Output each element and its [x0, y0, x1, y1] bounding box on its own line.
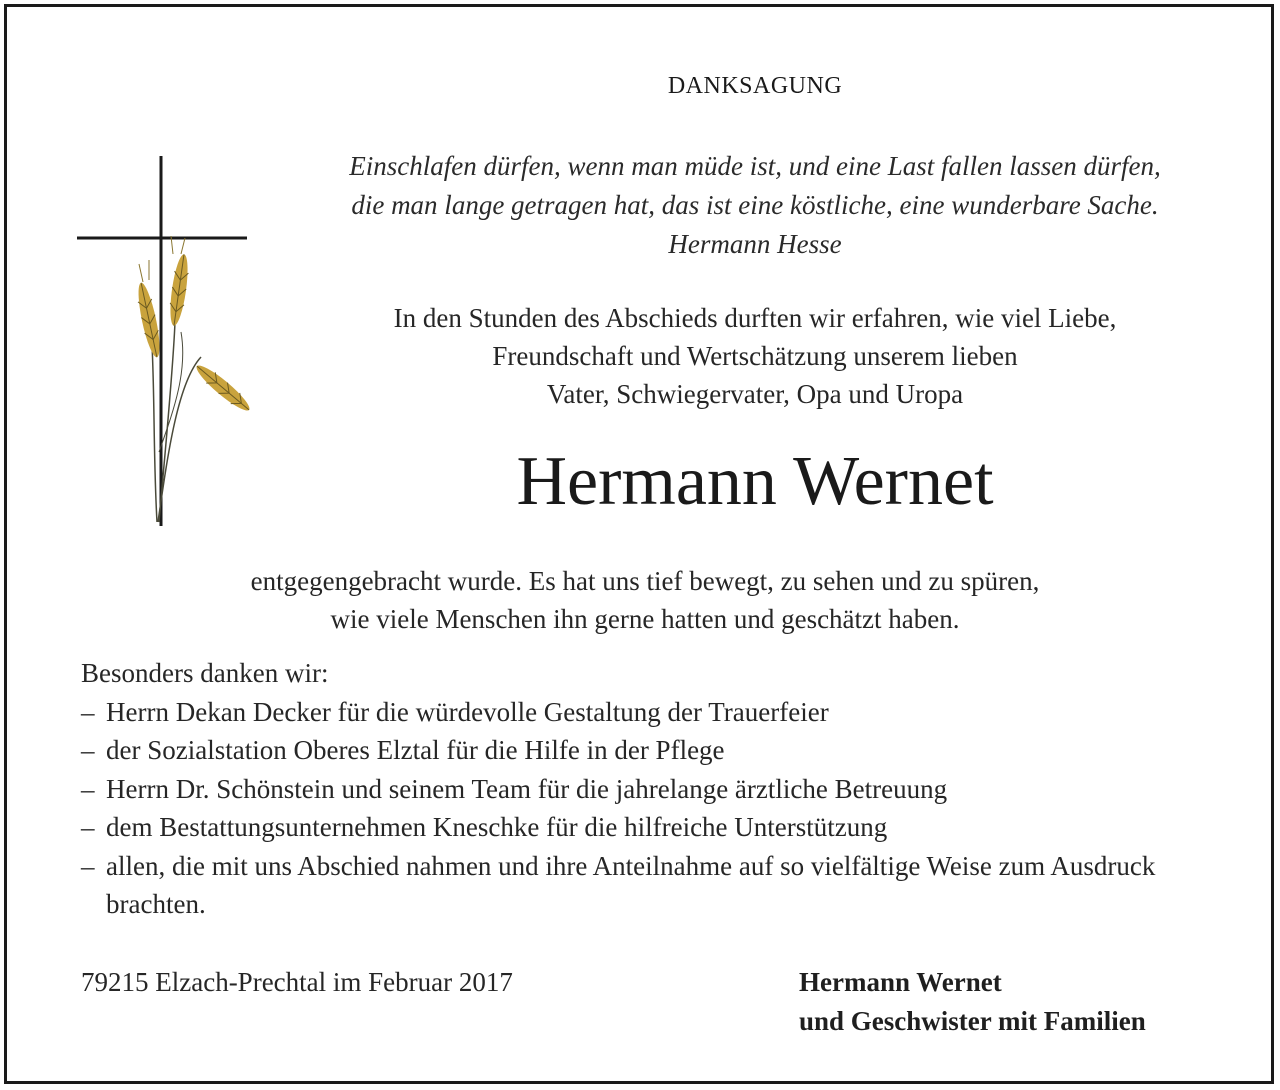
list-item [81, 770, 1231, 809]
dash-marker: – [81, 696, 95, 727]
intro-line: Freundschaft und Wertschätzung unserem lieben [492, 341, 1018, 371]
thanks-intro: Besonders danken wir: [81, 658, 329, 688]
thanks-item-text: dem Bestattungsunternehmen Kneschke für die hilfreiche Unterstützung [106, 812, 888, 842]
dash-marker: – [81, 773, 95, 804]
dash-marker: – [81, 850, 95, 881]
quote-line: Einschlafen dürfen, wenn man müde ist, und eine Last fallen lassen dürfen, [349, 151, 1161, 181]
list-item [81, 693, 1231, 732]
notice-frame [4, 4, 1274, 1084]
notice-heading: DANKSAGUNG [667, 73, 843, 99]
continuation-text [117, 562, 1173, 638]
deceased-name: Hermann Wernet [516, 443, 994, 520]
signature-name: Hermann Wernet [799, 967, 1002, 997]
place-date: 79215 Elzach-Prechtal im Februar 2017 [81, 967, 513, 997]
quote-line: die man lange getragen hat, das ist eine köstliche, eine wunderbare Sache. [351, 190, 1159, 220]
quote-author: Hermann Hesse [668, 229, 842, 259]
thanks-item-text: allen, die mit uns Abschied nahmen und ihre Anteilnahme auf so vielfältige Weise zum Ausdruck brachten. [106, 850, 1156, 919]
dash-marker: – [81, 812, 95, 842]
cross-with-wheat-icon [73, 152, 253, 532]
intro-line: Vater, Schwiegervater, Opa und Uropa [546, 379, 964, 409]
thanks-item-text: der Sozialstation Oberes Elztal für die Hilfe in der Pflege [106, 735, 725, 765]
signature-family: und Geschwister mit Familien [799, 1006, 1146, 1036]
list-item [81, 731, 1231, 770]
signature [799, 963, 1146, 1041]
thanks-item-text: Herrn Dr. Schönstein und seinem Team für die jahrelange ärztliche Betreuung [106, 773, 948, 804]
continuation-line: entgegengebracht wurde. Es hat uns tief bewegt, zu sehen und zu spüren, [250, 566, 1040, 596]
thanks-list [81, 693, 1231, 924]
intro-text [307, 299, 1203, 413]
thanks-item-text: Herrn Dekan Decker für die würdevolle Gestaltung der Trauerfeier [106, 696, 829, 727]
dash-marker: – [81, 735, 95, 765]
intro-line: In den Stunden des Abschieds durften wir erfahren, wie viel Liebe, [393, 303, 1117, 333]
continuation-line: wie viele Menschen ihn gerne hatten und geschätzt haben. [330, 604, 960, 634]
list-item [81, 847, 1231, 924]
thanks-section [81, 654, 1231, 924]
list-item [81, 808, 1231, 847]
hesse-quote [267, 147, 1243, 264]
